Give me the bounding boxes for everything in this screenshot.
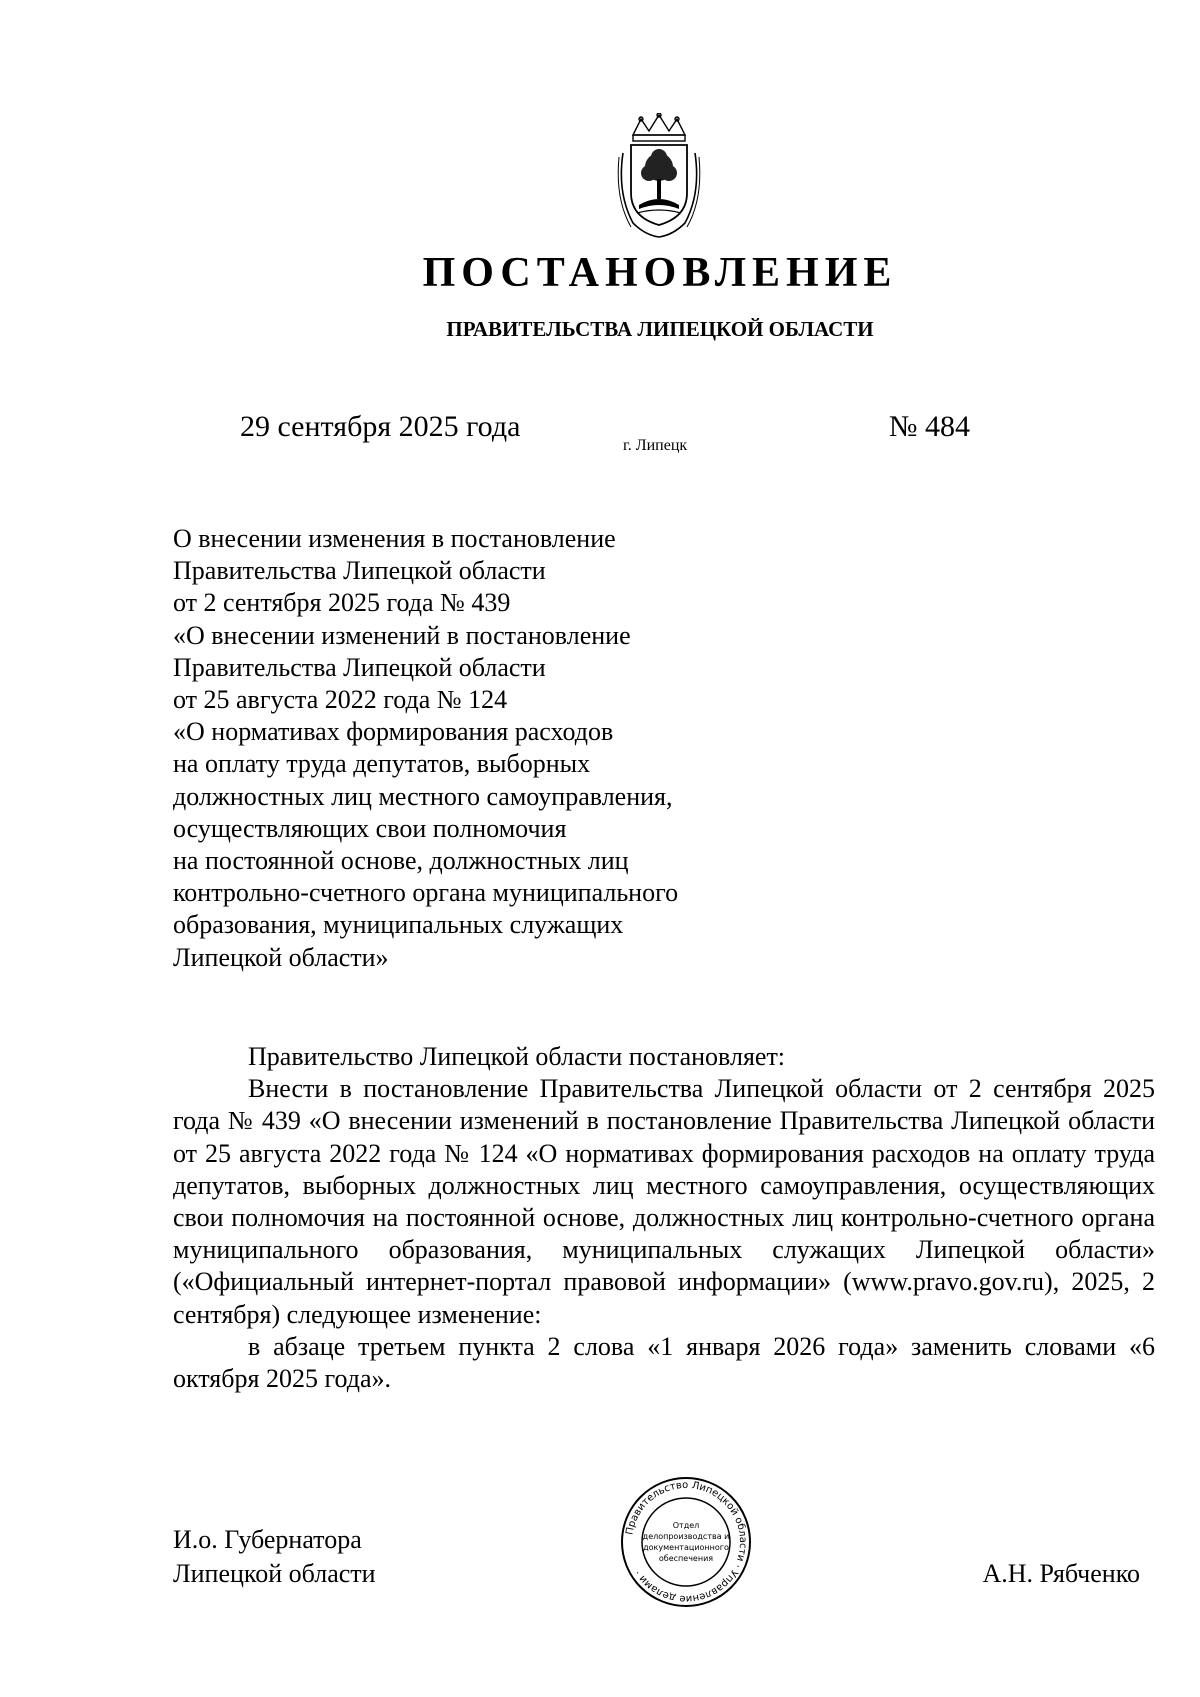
svg-text:делопроизводства и: делопроизводства и bbox=[642, 1532, 730, 1541]
document-heading bbox=[173, 523, 678, 974]
signatory-name: А.Н. Рябченко bbox=[982, 1559, 1140, 1588]
body-paragraph: в абзаце третьем пункта 2 слова «1 января 2026 года» заменить словами «6 октября 2025 года». bbox=[173, 1331, 1155, 1394]
svg-text:документационного: документационного bbox=[643, 1543, 729, 1552]
heading-line: Правительства Липецкой области bbox=[173, 652, 546, 682]
coat-of-arms-emblem bbox=[615, 113, 703, 238]
signatory-position-line: И.о. Губернатора bbox=[173, 1525, 362, 1554]
signatory-position-line: Липецкой области bbox=[173, 1559, 376, 1588]
heading-line: на оплату труда депутатов, выборных bbox=[173, 749, 591, 779]
heading-line: от 2 сентября 2025 года № 439 bbox=[173, 588, 511, 618]
signatory-position bbox=[173, 1523, 376, 1591]
heading-line: контрольно-счетного органа муниципального bbox=[173, 878, 679, 908]
body-paragraph: Внести в постановление Правительства Липецкой области от 2 сентября 2025 года № 439 «О внесении изменений в постановление Правительства Липецкой области от 25 августа 2022 года № 124 «О нормативах формирования расходов на оплату труда депутатов, выборных должностных лиц местного самоуправления, осуществляющих свои полномочия на постоянной основе, должностных лиц контрольно-счетного органа муниципального образования, муниципальных служащих Липецкой области» («Официальный интернет-портал правовой информации» (www.pravo.gov.ru), 2025, 2 сентября) следующее изменение: bbox=[173, 1074, 1155, 1329]
body-paragraph: Правительство Липецкой области постановляет: bbox=[248, 1042, 786, 1071]
heading-line: на постоянной основе, должностных лиц bbox=[173, 846, 629, 876]
document-city: г. Липецк bbox=[623, 437, 688, 454]
document-subtitle: ПРАВИТЕЛЬСТВА ЛИПЕЦКОЙ ОБЛАСТИ bbox=[446, 317, 874, 341]
svg-text:Отдел: Отдел bbox=[672, 1521, 700, 1530]
heading-line: Правительства Липецкой области bbox=[173, 556, 546, 586]
heading-line: от 25 августа 2022 года № 124 bbox=[173, 685, 508, 715]
heading-line: Липецкой области» bbox=[173, 942, 389, 972]
document-body bbox=[173, 1041, 1155, 1395]
office-stamp bbox=[620, 1476, 752, 1608]
heading-line: должностных лиц местного самоуправления, bbox=[173, 781, 673, 811]
heading-line: «О нормативах формирования расходов bbox=[173, 717, 614, 747]
heading-line: «О внесении изменений в постановление bbox=[173, 620, 631, 650]
heading-line: О внесении изменения в постановление bbox=[173, 524, 616, 553]
document-title: ПОСТАНОВЛЕНИЕ bbox=[422, 250, 898, 296]
heading-line: образования, муниципальных служащих bbox=[173, 910, 624, 940]
document-number: № 484 bbox=[888, 410, 970, 443]
document-date: 29 сентября 2025 года bbox=[240, 410, 521, 443]
svg-text:Правительство Липецкой области: Правительство Липецкой области · Управление делами · bbox=[624, 1479, 749, 1605]
svg-text:обеспечения: обеспечения bbox=[658, 1554, 714, 1563]
heading-line: осуществляющих свои полномочия bbox=[173, 813, 567, 843]
